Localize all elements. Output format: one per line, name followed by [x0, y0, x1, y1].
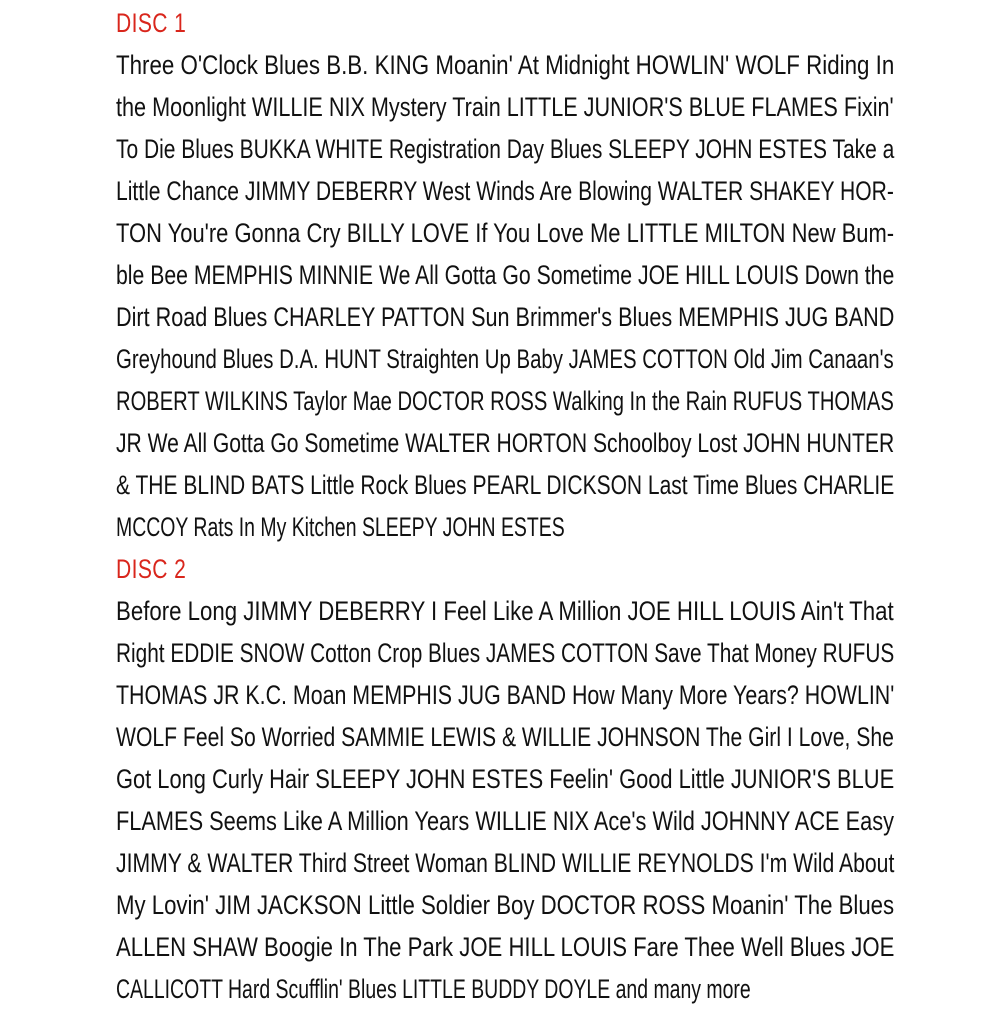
tracklist-line — [116, 506, 894, 548]
tracklist-line-text: TON You're Gonna Cry BILLY LOVE If You Love Me LITTLE MILTON New Bum- — [116, 218, 895, 248]
tracklist-line-text: JR We All Gotta Go Sometime WALTER HORTON Schoolboy Lost JOHN HUNTER — [116, 428, 895, 458]
tracklist-line-text: ALLEN SHAW Boogie In The Park JOE HILL LOUIS Fare Thee Well Blues JOE — [116, 932, 895, 962]
tracklist-line — [116, 590, 894, 632]
tracklist-line-text: MCCOY Rats In My Kitchen SLEEPY JOHN ESTES — [116, 512, 565, 542]
disc-1-heading: DISC 1 — [116, 8, 187, 38]
tracklist-line-text: Right EDDIE SNOW Cotton Crop Blues JAMES COTTON Save That Money RUFUS — [116, 638, 895, 668]
tracklist-line-text: THOMAS JR K.C. Moan MEMPHIS JUG BAND How Many More Years? HOWLIN' — [116, 680, 895, 710]
tracklist-line — [116, 128, 894, 170]
tracklist-line-text: CALLICOTT Hard Scufflin' Blues LITTLE BUDDY DOYLE and many more — [116, 974, 751, 1004]
tracklist-line-text: ble Bee MEMPHIS MINNIE We All Gotta Go Sometime JOE HILL LOUIS Down the — [116, 260, 895, 290]
tracklist-line-text: Greyhound Blues D.A. HUNT Straighten Up Baby JAMES COTTON Old Jim Canaan's — [116, 344, 894, 374]
tracklist-line — [116, 464, 894, 506]
tracklist-line-text: Little Chance JIMMY DEBERRY West Winds Are Blowing WALTER SHAKEY HOR- — [116, 176, 894, 206]
tracklist-line — [116, 212, 894, 254]
tracklist-line — [116, 800, 894, 842]
tracklist-line — [116, 716, 894, 758]
tracklist-line-text: WOLF Feel So Worried SAMMIE LEWIS & WILLIE JOHNSON The Girl I Love, She — [116, 722, 894, 752]
tracklist-line — [116, 44, 894, 86]
tracklist-line-text: the Moonlight WILLIE NIX Mystery Train LITTLE JUNIOR'S BLUE FLAMES Fixin' — [116, 92, 894, 122]
tracklist-line — [116, 296, 894, 338]
disc-1-tracklist — [116, 44, 894, 548]
tracklist-line-text: Got Long Curly Hair SLEEPY JOHN ESTES Feelin' Good Little JUNIOR'S BLUE — [116, 764, 895, 794]
tracklist-line-text: FLAMES Seems Like A Million Years WILLIE NIX Ace's Wild JOHNNY ACE Easy — [116, 806, 895, 836]
disc-2-heading: DISC 2 — [116, 554, 187, 584]
tracklist-line — [116, 170, 894, 212]
tracklist-line — [116, 926, 894, 968]
tracklist-line-text: To Die Blues BUKKA WHITE Registration Day Blues SLEEPY JOHN ESTES Take a — [116, 134, 895, 164]
tracklist-line-text: My Lovin' JIM JACKSON Little Soldier Boy DOCTOR ROSS Moanin' The Blues — [116, 890, 895, 920]
tracklist-line-text: & THE BLIND BATS Little Rock Blues PEARL DICKSON Last Time Blues CHARLIE — [116, 470, 895, 500]
tracklist-line — [116, 86, 894, 128]
tracklist-line — [116, 968, 894, 1010]
tracklist-line — [116, 338, 894, 380]
tracklist-line — [116, 758, 894, 800]
tracklist-line-text: Dirt Road Blues CHARLEY PATTON Sun Brimmer's Blues MEMPHIS JUG BAND — [116, 302, 895, 332]
tracklist — [116, 2, 894, 1010]
disc-2-tracklist — [116, 590, 894, 1010]
tracklist-line — [116, 674, 894, 716]
tracklist-line-text: Before Long JIMMY DEBERRY I Feel Like A Million JOE HILL LOUIS Ain't That — [116, 596, 894, 626]
tracklist-line — [116, 254, 894, 296]
tracklist-line — [116, 842, 894, 884]
tracklist-line — [116, 884, 894, 926]
tracklist-line — [116, 632, 894, 674]
tracklist-line-text: JIMMY & WALTER Third Street Woman BLIND WILLIE REYNOLDS I'm Wild About — [116, 848, 895, 878]
tracklist-line-text: ROBERT WILKINS Taylor Mae DOCTOR ROSS Walking In the Rain RUFUS THOMAS — [116, 386, 894, 416]
tracklist-line-text: Three O'Clock Blues B.B. KING Moanin' At Midnight HOWLIN' WOLF Riding In — [116, 50, 895, 80]
tracklist-line — [116, 422, 894, 464]
tracklist-line — [116, 380, 894, 422]
